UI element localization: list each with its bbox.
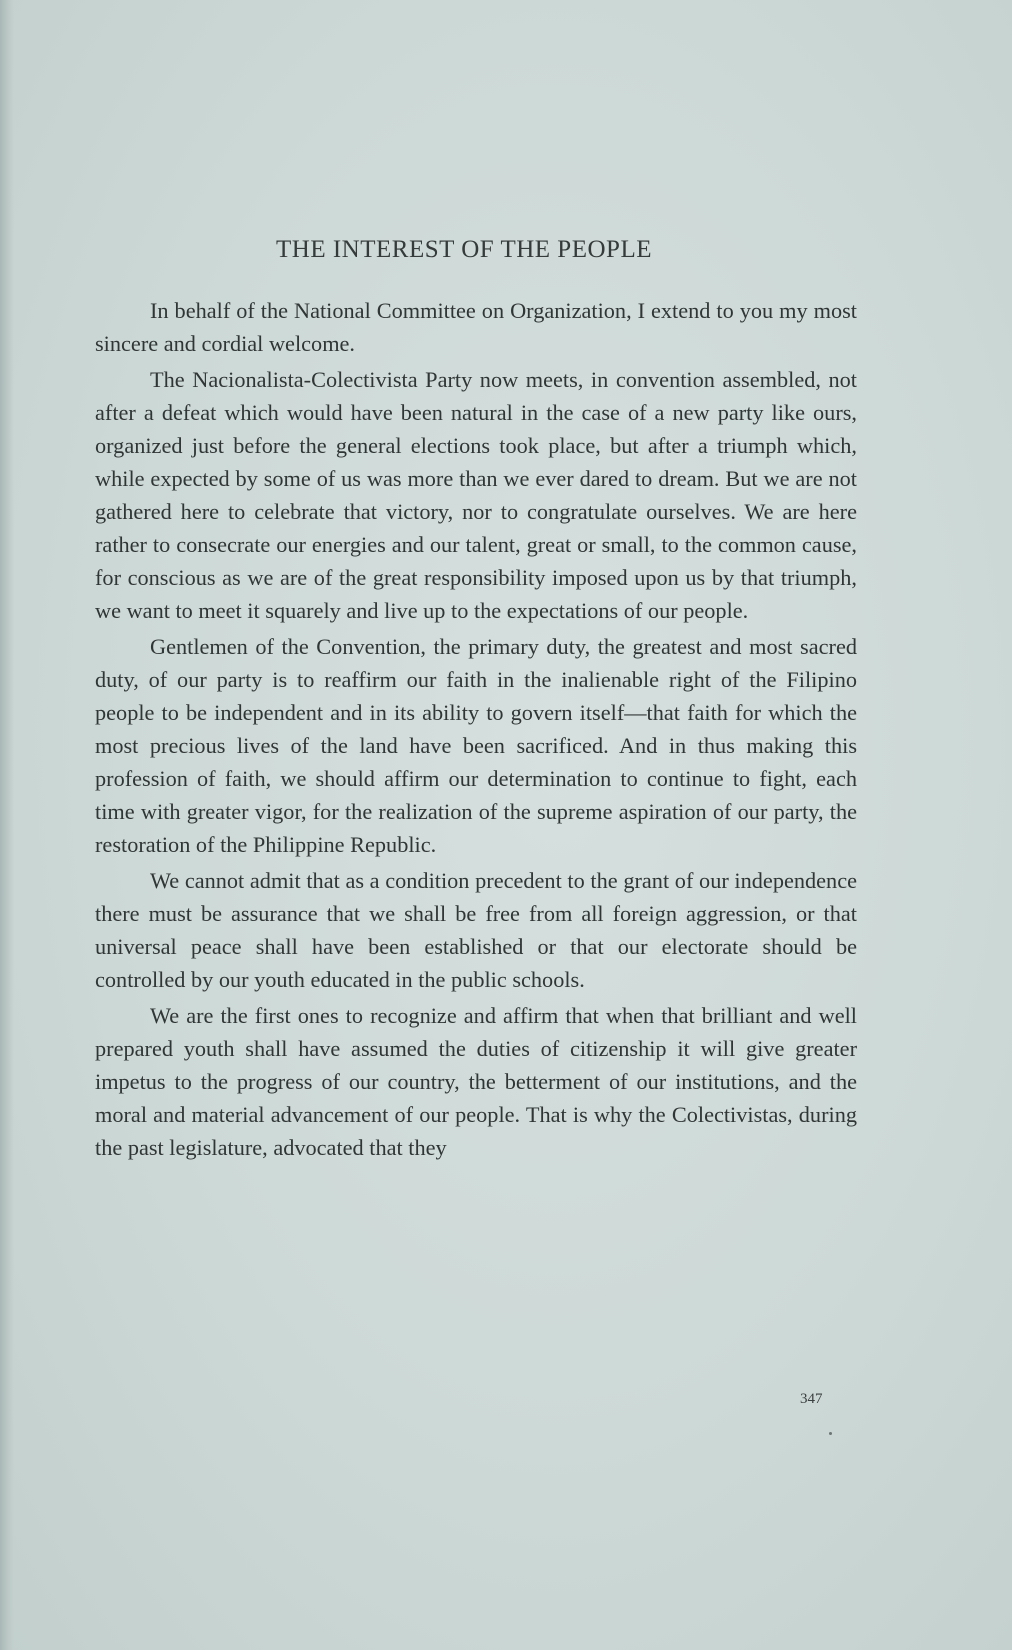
paragraph: Gentlemen of the Convention, the primary duty, the greatest and most sacred duty, of our party is to reaffirm our faith in the inalienable right of the Filipino people to be independent and in its ability to govern itself—that faith for which the most precious lives of the land have been sacrificed. And in thus making this profession of faith, we should affirm our determination to continue to fight, each time with greater vigor, for the realization of the supreme aspiration of our party, the restoration of the Philippine Republic.	[95, 634, 857, 857]
paragraph: In behalf of the National Committee on Organization, I extend to you my most sincere and cordial welcome.	[95, 298, 857, 356]
paragraph: The Nacionalista-Colectivista Party now meets, in convention assembled, not after a defeat which would have been natural in the case of a new party like ours, organized just before the general elections took place, but after a triumph which, while expected by some of us was more than we ever dared to dream. But we are not gathered here to celebrate that victory, nor to congratulate ourselves. We are here rather to consecrate our energies and our talent, great or small, to the common cause, for conscious as we are of the great responsibility imposed upon us by that triumph, we want to meet it squarely and live up to the expectations of our people.	[95, 367, 857, 623]
paragraph: We are the first ones to recognize and affirm that when that brilliant and well prepared youth shall have assumed the duties of citizenship it will give greater impetus to the progress of our country, the betterment of our institutions, and the moral and material advancement of our people. That is why the Colectivistas, during the past legislature, advocated that they	[95, 1003, 857, 1160]
body-text	[95, 294, 857, 1167]
paper-speck	[829, 1432, 832, 1435]
chapter-title: THE INTEREST OF THE PEOPLE	[276, 236, 652, 263]
page-number: 347	[800, 1391, 823, 1407]
paragraph: We cannot admit that as a condition precedent to the grant of our independence there must be assurance that we shall be free from all foreign aggression, or that universal peace shall have been established or that our electorate should be controlled by our youth educated in the public schools.	[95, 868, 857, 992]
